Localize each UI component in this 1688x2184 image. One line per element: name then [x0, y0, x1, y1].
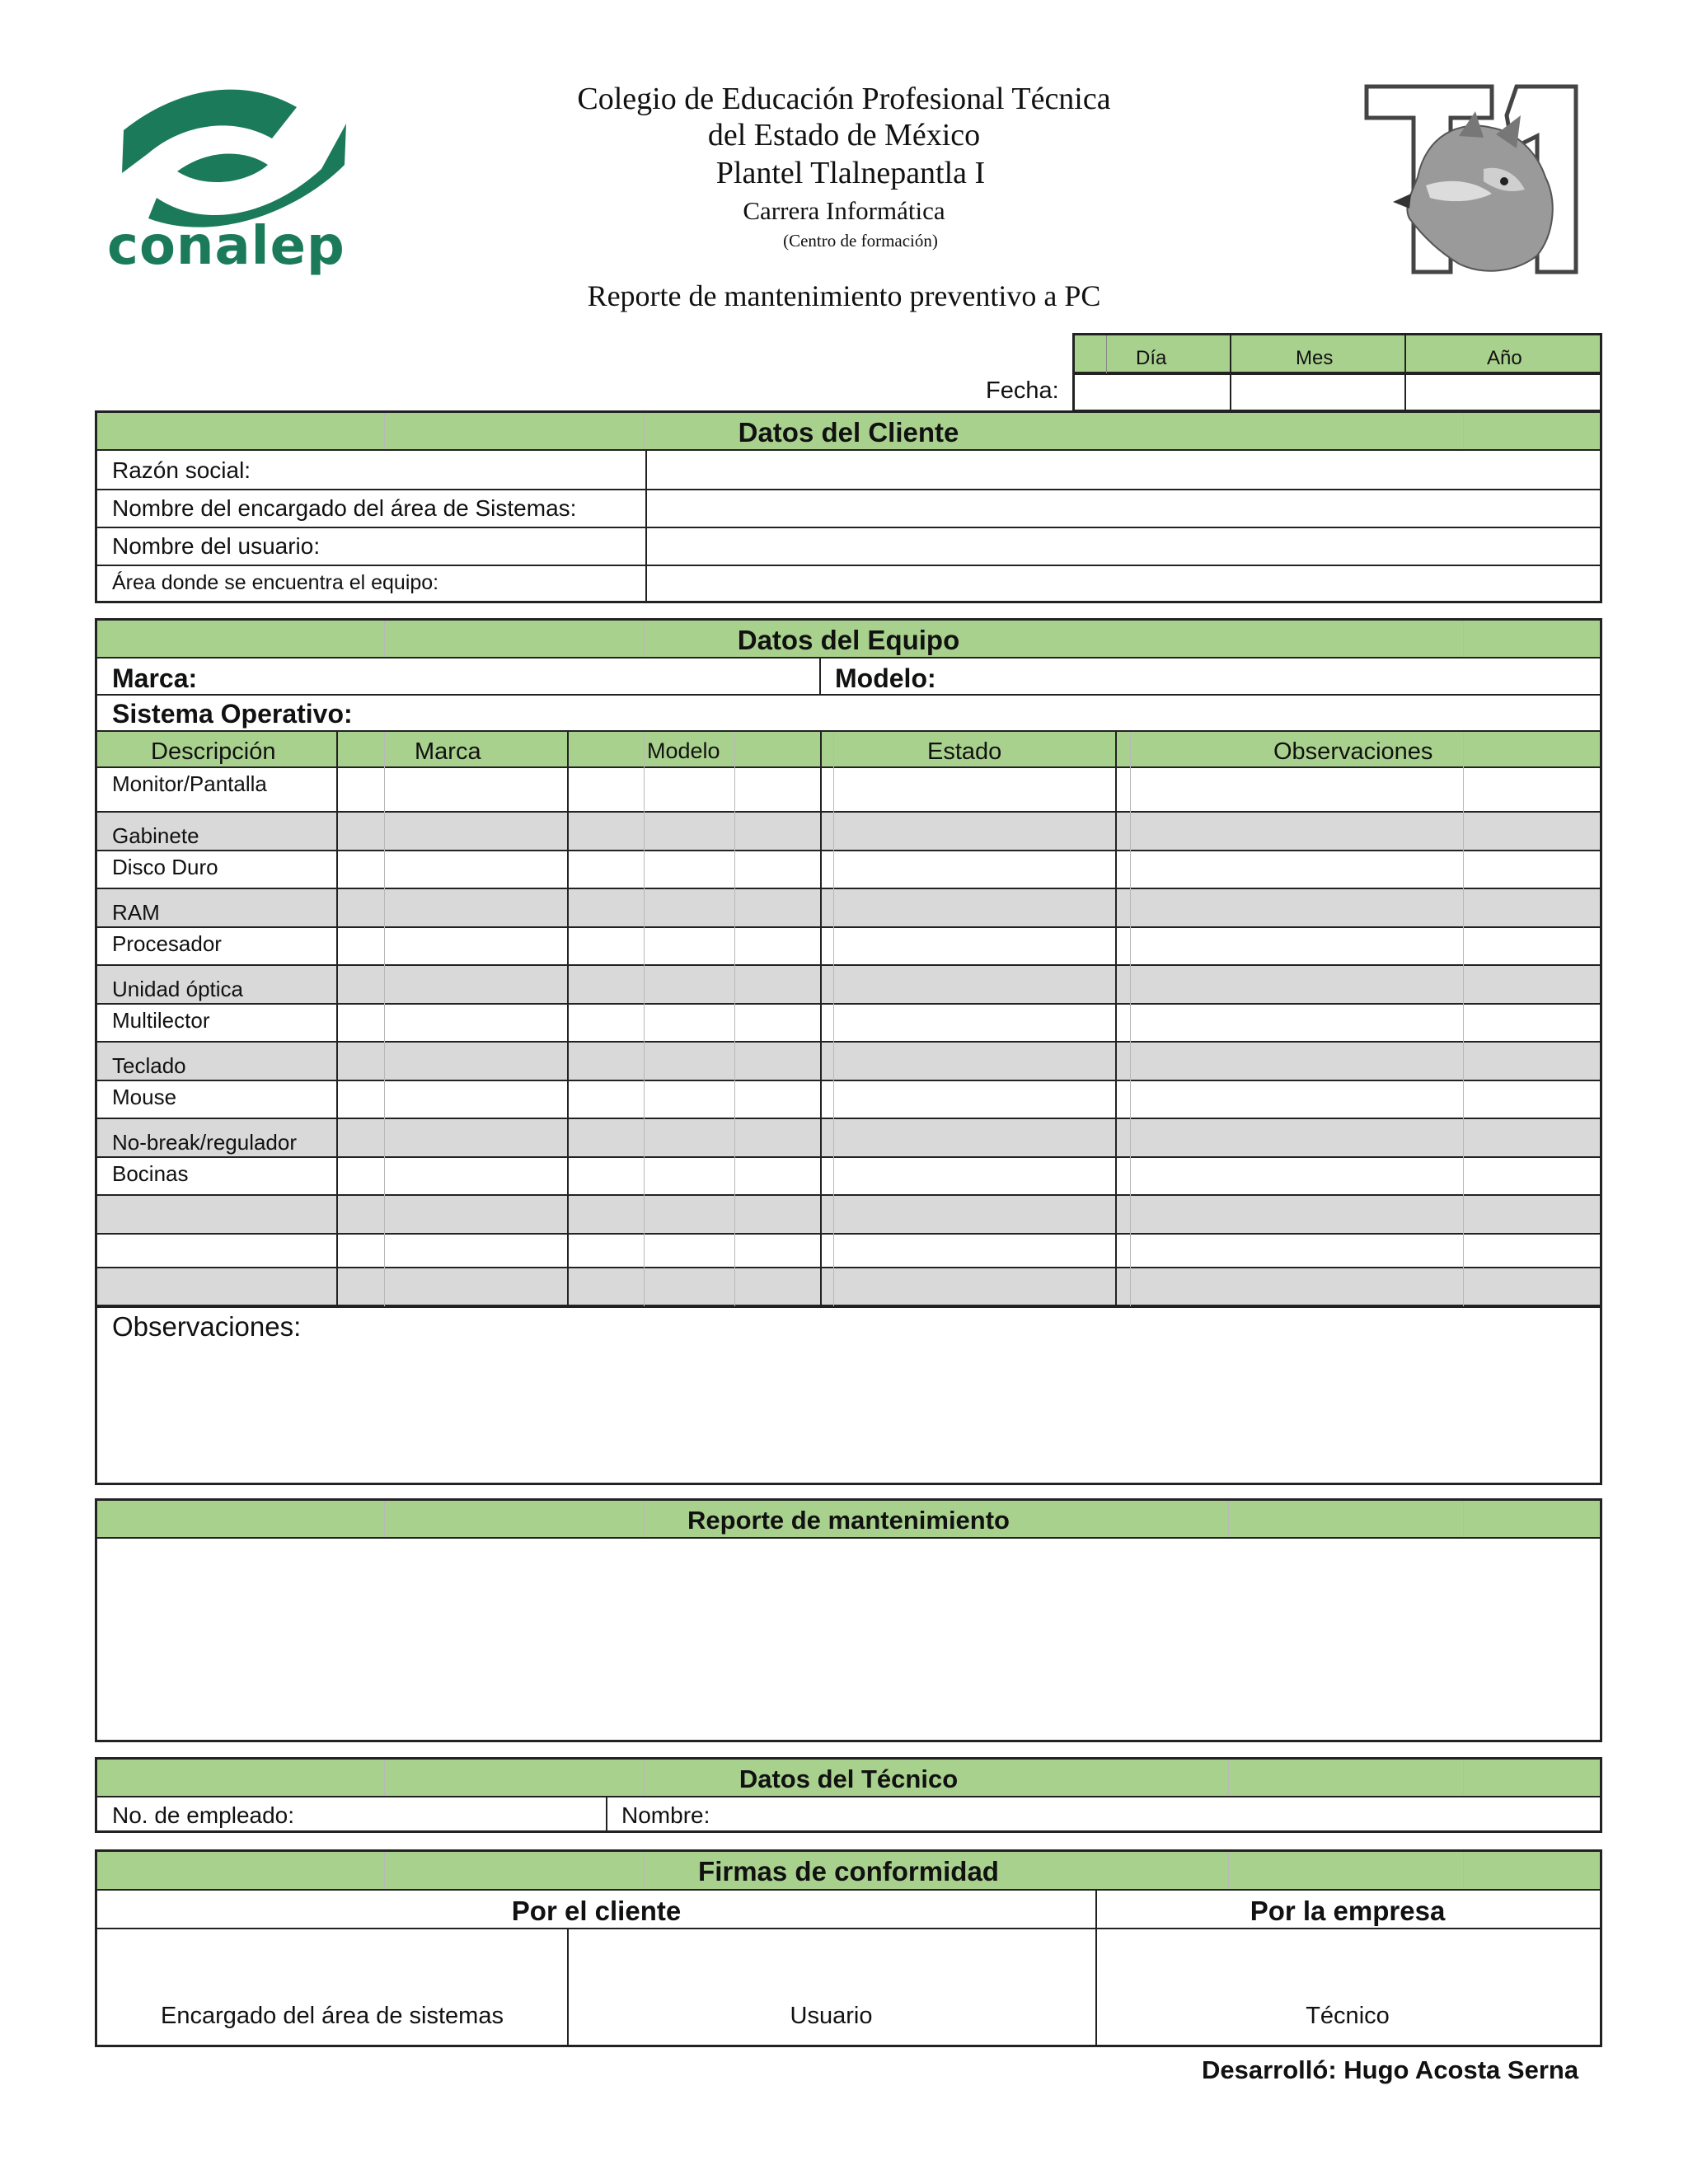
table-row	[97, 1158, 1600, 1196]
observaciones-cell[interactable]	[1117, 851, 1600, 888]
fecha-mes-header: Mes	[1296, 347, 1334, 369]
modelo-cell[interactable]	[569, 1081, 820, 1118]
observaciones-cell[interactable]	[1117, 768, 1600, 811]
marca-cell[interactable]	[338, 1158, 565, 1194]
t1-wolf-emblem	[1360, 78, 1587, 280]
razon-social-field[interactable]	[648, 452, 1600, 487]
encargado-sistemas-label: Nombre del encargado del área de Sistemas:	[112, 495, 577, 521]
table-row	[97, 1043, 1600, 1081]
observaciones-cell[interactable]	[1117, 966, 1600, 1003]
estado-cell[interactable]	[822, 1196, 1115, 1233]
equipo-item-label: Mouse	[112, 1085, 177, 1109]
observaciones-cell[interactable]	[1117, 1005, 1600, 1041]
equipo-item-label: Disco Duro	[112, 855, 218, 879]
equipo-marca-field[interactable]	[237, 660, 814, 693]
observaciones-cell[interactable]	[1117, 1081, 1600, 1118]
header-line-4: Carrera Informática	[743, 196, 945, 225]
equipo-item-label: Bocinas	[112, 1161, 189, 1186]
fecha-ano-header: Año	[1487, 347, 1522, 369]
table-row	[97, 966, 1600, 1005]
equipo-item-label: Multilector	[112, 1008, 210, 1033]
firmas-section	[95, 1849, 1602, 2047]
observaciones-cell[interactable]	[1117, 813, 1600, 850]
no-empleado-field[interactable]	[320, 1799, 600, 1830]
header-line-1: Colegio de Educación Profesional Técnica	[577, 82, 1111, 116]
estado-cell[interactable]	[822, 1158, 1115, 1194]
equipo-observaciones-field[interactable]	[106, 1350, 1589, 1474]
equipo-item-label: Procesador	[112, 931, 222, 956]
marca-cell[interactable]	[338, 1196, 565, 1233]
cliente-title: Datos del Cliente	[738, 417, 959, 448]
equipo-modelo-field[interactable]	[954, 660, 1597, 693]
marca-cell[interactable]	[338, 928, 565, 964]
estado-cell[interactable]	[822, 768, 1115, 811]
estado-cell[interactable]	[822, 1235, 1115, 1267]
page-title: Reporte de mantenimiento preventivo a PC	[587, 279, 1101, 312]
equipo-item-label: Unidad óptica	[112, 977, 243, 1001]
cliente-section	[95, 410, 1602, 603]
table-row	[97, 768, 1600, 813]
equipo-section	[95, 618, 1602, 1485]
table-row	[97, 1119, 1600, 1158]
marca-cell[interactable]	[338, 1268, 565, 1305]
observaciones-cell[interactable]	[1117, 1235, 1600, 1267]
table-row	[97, 851, 1600, 889]
table-row	[97, 1268, 1600, 1306]
col-modelo: Modelo	[647, 738, 720, 763]
marca-cell[interactable]	[338, 813, 565, 850]
table-row	[97, 1235, 1600, 1268]
footer-credit: Desarrolló: Hugo Acosta Serna	[1202, 2055, 1579, 2084]
modelo-cell[interactable]	[569, 1119, 820, 1156]
reporte-title: Reporte de mantenimiento	[687, 1506, 1010, 1535]
razon-social-label: Razón social:	[112, 457, 251, 483]
tecnico-firma-label: Técnico	[1306, 2003, 1390, 2029]
equipo-title: Datos del Equipo	[737, 625, 960, 655]
table-row	[97, 889, 1600, 928]
equipo-item-label: Gabinete	[112, 823, 199, 848]
table-row	[97, 1081, 1600, 1119]
marca-cell[interactable]	[338, 1235, 565, 1267]
sistema-operativo-label: Sistema Operativo:	[112, 699, 353, 729]
marca-cell[interactable]	[338, 966, 565, 1003]
sistema-operativo-field[interactable]	[443, 696, 1597, 729]
estado-cell[interactable]	[822, 813, 1115, 850]
estado-cell[interactable]	[822, 1119, 1115, 1156]
observaciones-cell[interactable]	[1117, 1196, 1600, 1233]
equipo-item-label: RAM	[112, 900, 160, 925]
observaciones-cell[interactable]	[1117, 928, 1600, 964]
table-row	[97, 928, 1600, 966]
por-la-empresa-label: Por la empresa	[1250, 1896, 1446, 1926]
observaciones-cell[interactable]	[1117, 889, 1600, 926]
modelo-cell[interactable]	[569, 928, 820, 964]
marca-cell[interactable]	[338, 1081, 565, 1118]
estado-cell[interactable]	[822, 1043, 1115, 1080]
area-equipo-field[interactable]	[648, 566, 1600, 601]
marca-cell[interactable]	[338, 1119, 565, 1156]
marca-cell[interactable]	[338, 1005, 565, 1041]
tecnico-section	[95, 1757, 1602, 1833]
firmas-title: Firmas de conformidad	[698, 1856, 999, 1886]
modelo-cell[interactable]	[569, 813, 820, 850]
fecha-ano-field[interactable]	[1406, 375, 1600, 410]
col-observaciones: Observaciones	[1273, 738, 1433, 765]
reporte-field[interactable]	[106, 1547, 1589, 1732]
header-line-3: Plantel Tlalnepantla I	[715, 156, 986, 190]
area-equipo-label: Área donde se encuentra el equipo:	[112, 571, 439, 594]
equipo-modelo-label: Modelo:	[835, 663, 936, 693]
observaciones-cell[interactable]	[1117, 1268, 1600, 1305]
fecha-mes-field[interactable]	[1231, 375, 1403, 410]
table-row	[97, 1196, 1600, 1235]
nombre-usuario-label: Nombre del usuario:	[112, 533, 321, 559]
table-row	[97, 1005, 1600, 1043]
estado-cell[interactable]	[822, 928, 1115, 964]
estado-cell[interactable]	[822, 889, 1115, 926]
modelo-cell[interactable]	[569, 768, 820, 811]
conalep-logo-text: conalep	[107, 216, 345, 277]
modelo-cell[interactable]	[569, 966, 820, 1003]
marca-cell[interactable]	[338, 768, 565, 811]
estado-cell[interactable]	[822, 1268, 1115, 1305]
col-marca: Marca	[415, 738, 481, 765]
encargado-sistemas-firma-label: Encargado del área de sistemas	[161, 2003, 504, 2029]
estado-cell[interactable]	[822, 1081, 1115, 1118]
header-line-5: (Centro de formación)	[783, 231, 938, 251]
fecha-dia-header: Día	[1136, 347, 1167, 369]
nombre-usuario-field[interactable]	[648, 528, 1600, 563]
fecha-dia-field[interactable]	[1075, 375, 1228, 410]
estado-cell[interactable]	[822, 851, 1115, 888]
fecha-table	[1072, 333, 1602, 412]
equipo-observaciones-label: Observaciones:	[112, 1311, 302, 1342]
table-row	[97, 813, 1600, 851]
modelo-cell[interactable]	[569, 1158, 820, 1194]
fecha-label: Fecha:	[986, 377, 1059, 404]
marca-cell[interactable]	[338, 889, 565, 926]
modelo-cell[interactable]	[569, 851, 820, 888]
estado-cell[interactable]	[822, 966, 1115, 1003]
tecnico-title: Datos del Técnico	[738, 1765, 959, 1793]
nombre-tecnico-label: Nombre:	[621, 1802, 710, 1828]
modelo-cell[interactable]	[569, 1235, 820, 1267]
col-estado: Estado	[927, 738, 1002, 765]
observaciones-cell[interactable]	[1117, 1158, 1600, 1194]
modelo-cell[interactable]	[569, 1268, 820, 1305]
observaciones-cell[interactable]	[1117, 1043, 1600, 1080]
equipo-item-label: Monitor/Pantalla	[112, 771, 267, 796]
por-el-cliente-label: Por el cliente	[511, 1896, 682, 1926]
col-descripcion: Descripción	[151, 738, 276, 765]
no-empleado-label: No. de empleado:	[112, 1802, 295, 1828]
equipo-item-label: No-break/regulador	[112, 1130, 298, 1155]
modelo-cell[interactable]	[569, 1196, 820, 1233]
header-line-2: del Estado de México	[707, 118, 981, 152]
estado-cell[interactable]	[822, 1005, 1115, 1041]
equipo-marca-label: Marca:	[112, 663, 198, 693]
encargado-sistemas-field[interactable]	[648, 490, 1600, 525]
usuario-firma-label: Usuario	[790, 2003, 873, 2029]
modelo-cell[interactable]	[569, 1043, 820, 1080]
modelo-cell[interactable]	[569, 889, 820, 926]
marca-cell[interactable]	[338, 1043, 565, 1080]
equipo-item-label: Teclado	[112, 1053, 186, 1078]
marca-cell[interactable]	[338, 851, 565, 888]
nombre-tecnico-field[interactable]	[724, 1799, 1597, 1830]
observaciones-cell[interactable]	[1117, 1119, 1600, 1156]
modelo-cell[interactable]	[569, 1005, 820, 1041]
reporte-section	[95, 1498, 1602, 1742]
